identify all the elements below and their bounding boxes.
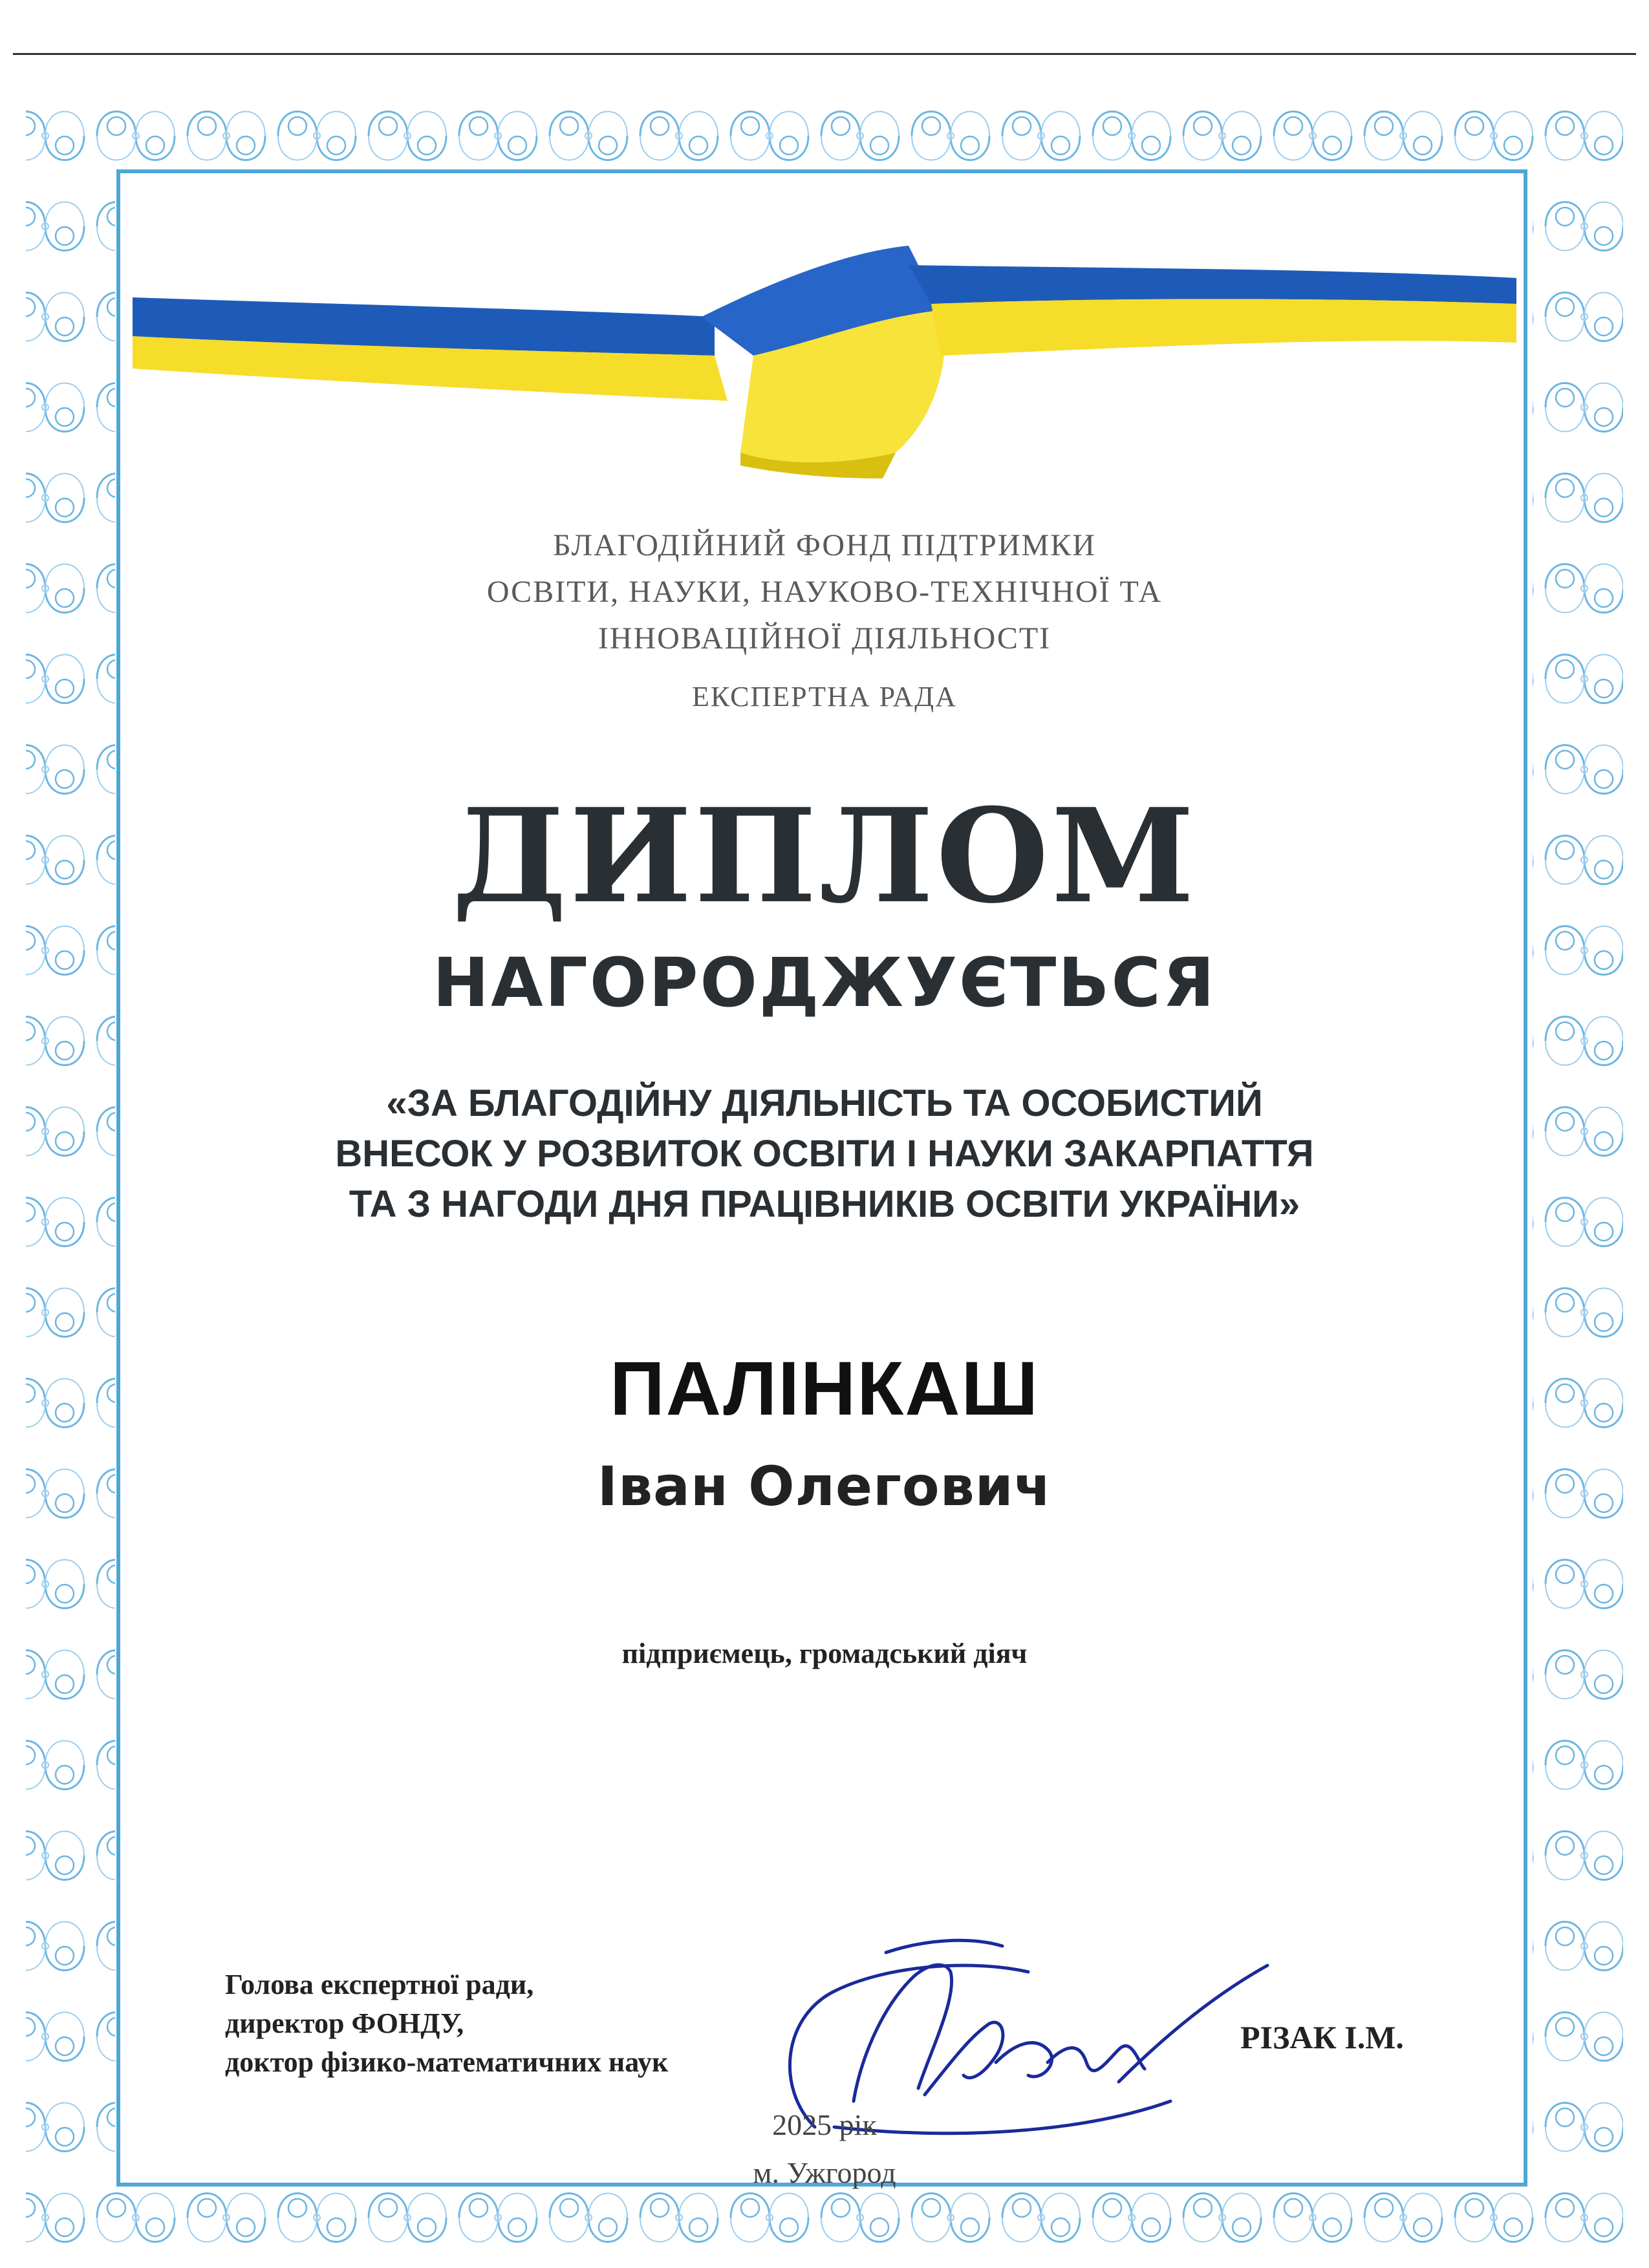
ribbon-right-blue [909, 265, 1516, 304]
signatory-title-line-3: доктор фізико-математичних наук [225, 2046, 669, 2078]
organization-line-2: ОСВІТИ, НАУКИ, НАУКОВО-ТЕХНІЧНОЇ ТА [486, 575, 1163, 609]
organization-line-3: ІННОВАЦІЙНОЇ ДІЯЛЬНОСТІ [598, 621, 1051, 656]
recipient-occupation: підприємець, громадський діяч [621, 1638, 1028, 1669]
issue-city: м. Ужгород [753, 2156, 896, 2189]
signatory-title [225, 1965, 668, 2082]
award-reason-line-3: ТА З НАГОДИ ДНЯ ПРАЦІВНИКІВ ОСВІТИ УКРАЇНИ» [349, 1183, 1300, 1225]
scan-edge-line [13, 53, 1636, 55]
organization-block [129, 522, 1520, 662]
council-name: ЕКСПЕРТНА РАДА [692, 681, 957, 712]
signatory-title-line-1: Голова експертної ради, [225, 1969, 534, 2000]
recipient-given-name: Іван Олегович [597, 1455, 1052, 1518]
organization-line-1: БЛАГОДІЙНИЙ ФОНД ПІДТРИМКИ [553, 528, 1096, 562]
award-reason-line-2: ВНЕСОК У РОЗВИТОК ОСВІТИ І НАУКИ ЗАКАРПАТТЯ [335, 1133, 1314, 1175]
award-reason [129, 1078, 1520, 1230]
issue-year: 2025 рік [772, 2108, 877, 2141]
signatory-name: РІЗАК І.М. [1240, 2019, 1404, 2055]
ribbon-right-yellow [931, 299, 1516, 356]
flag-ribbon-graphic [133, 207, 1516, 478]
diploma-title: ДИПЛОМ [451, 780, 1198, 932]
recipient-surname: ПАЛІНКАШ [609, 1346, 1040, 1431]
signatory-title-line-2: директор ФОНДУ, [225, 2007, 464, 2039]
diploma-subtitle: НАГОРОДЖУЄТЬСЯ [433, 943, 1216, 1022]
award-reason-line-1: «ЗА БЛАГОДІЙНУ ДІЯЛЬНІСТЬ ТА ОСОБИСТИЙ [386, 1082, 1263, 1124]
